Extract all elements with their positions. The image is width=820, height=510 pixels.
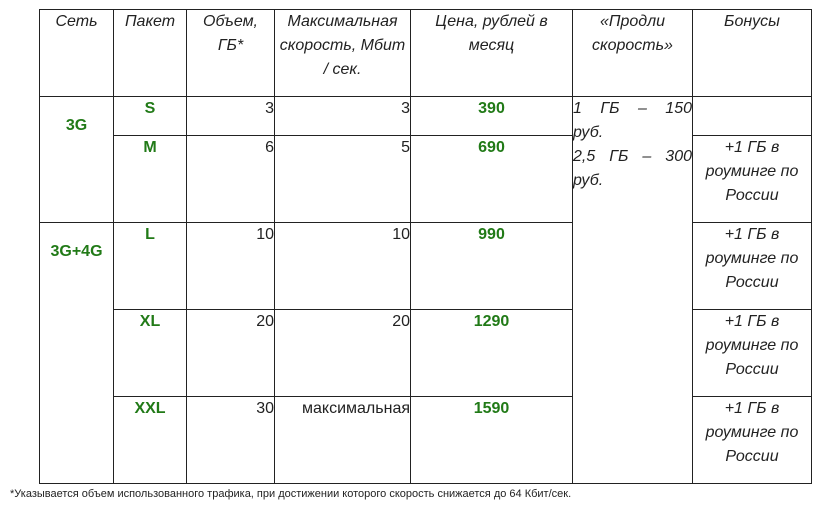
volume-cell: 6: [187, 136, 275, 223]
network-cell-3g-4g: 3G+4G: [40, 223, 114, 484]
volume-cell: 30: [187, 397, 275, 484]
table-row: [40, 310, 812, 397]
package-cell: L: [114, 223, 187, 310]
price-cell: 390: [411, 97, 573, 136]
bonus-cell: +1 ГБ в роуминге по России: [693, 310, 812, 397]
header-speed: Максимальная скорость, Мбит / сек.: [275, 10, 411, 97]
table-row: [40, 223, 812, 310]
package-cell: XXL: [114, 397, 187, 484]
table-row: [40, 397, 812, 484]
volume-cell: 20: [187, 310, 275, 397]
header-prodli: «Продли скорость»: [573, 10, 693, 97]
header-volume: Объем, ГБ*: [187, 10, 275, 97]
prodli-cell: [573, 97, 693, 484]
prodli-line: 1 ГБ – 150: [573, 100, 692, 117]
bonus-cell: +1 ГБ в роуминге по России: [693, 397, 812, 484]
price-cell: 1290: [411, 310, 573, 397]
volume-cell: 10: [187, 223, 275, 310]
speed-cell: 20: [275, 310, 411, 397]
header-network: Сеть: [40, 10, 114, 97]
package-cell: M: [114, 136, 187, 223]
speed-cell: 10: [275, 223, 411, 310]
prodli-line: 2,5 ГБ – 300: [573, 148, 692, 165]
table-row: [40, 136, 812, 223]
bonus-cell: +1 ГБ в роуминге по России: [693, 223, 812, 310]
speed-cell: 3: [275, 97, 411, 136]
header-row: [40, 10, 812, 97]
package-cell: XL: [114, 310, 187, 397]
price-cell: 990: [411, 223, 573, 310]
price-cell: 1590: [411, 397, 573, 484]
tariff-table: [39, 9, 812, 484]
prodli-line: руб.: [573, 124, 604, 141]
footnote: *Указывается объем использованного трафика, при достижении которого скорость снижается до 64 Кбит/сек.: [10, 488, 572, 500]
header-package: Пакет: [114, 10, 187, 97]
header-price: Цена, рублей в месяц: [411, 10, 573, 97]
header-bonuses: Бонусы: [693, 10, 812, 97]
volume-cell: 3: [187, 97, 275, 136]
network-cell-3g: 3G: [40, 97, 114, 223]
package-cell: S: [114, 97, 187, 136]
table-row: [40, 97, 812, 136]
price-cell: 690: [411, 136, 573, 223]
bonus-cell: [693, 97, 812, 136]
prodli-line: руб.: [573, 172, 604, 189]
bonus-cell: +1 ГБ в роуминге по России: [693, 136, 812, 223]
speed-cell: 5: [275, 136, 411, 223]
speed-cell: максимальная: [275, 397, 411, 484]
